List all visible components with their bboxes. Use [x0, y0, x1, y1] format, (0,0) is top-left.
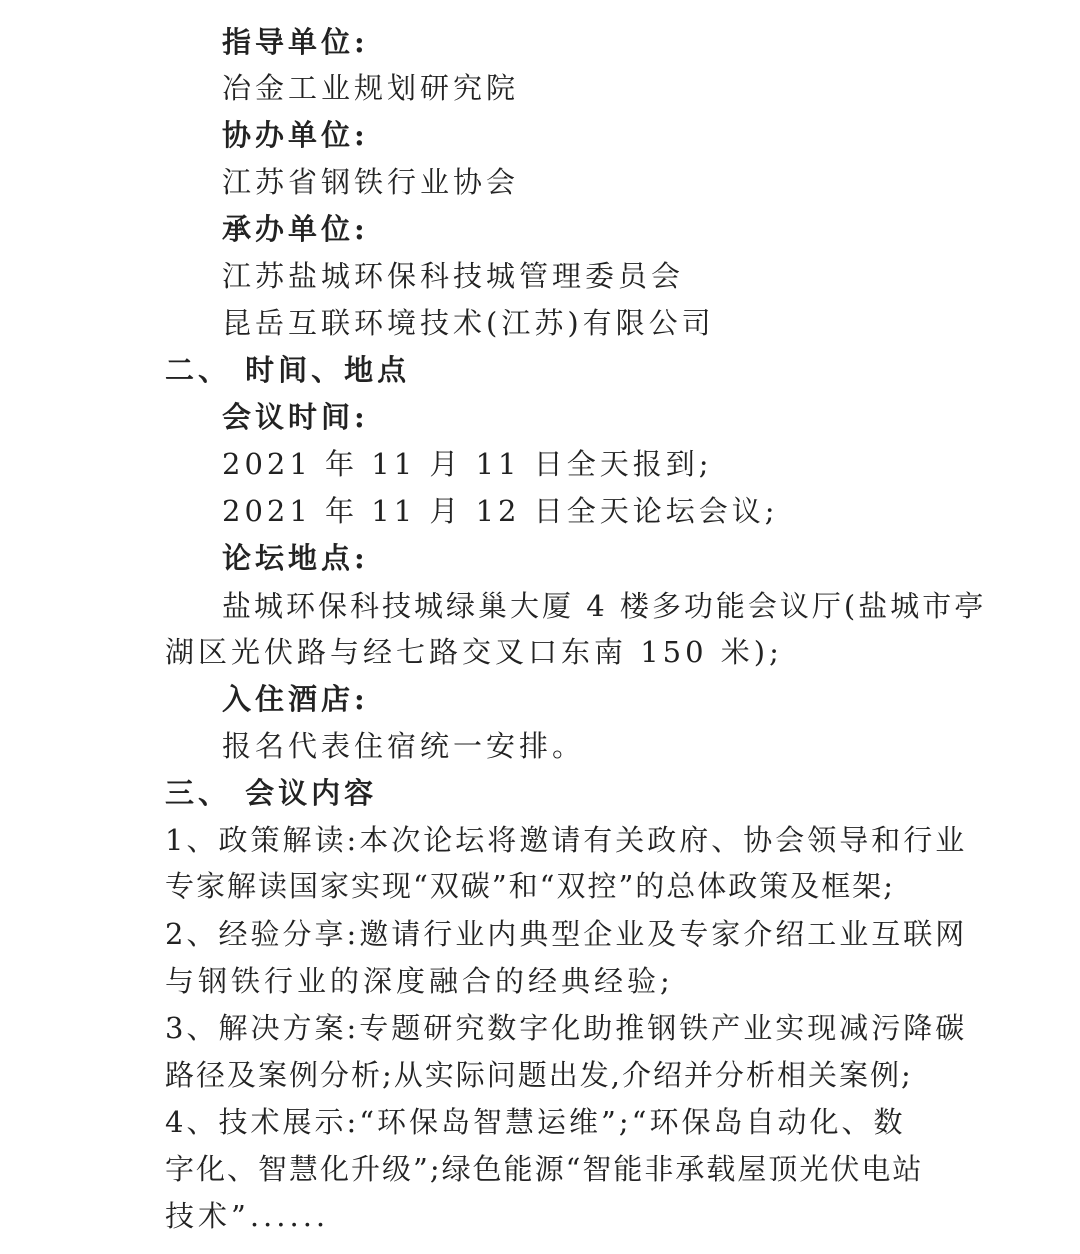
content-item-2-line-2: 与钢铁行业的深度融合的经典经验;	[165, 964, 674, 998]
meeting-time-line-2: 2021 年 11 月 12 日全天论坛会议;	[222, 494, 779, 528]
hotel-label: 入住酒店:	[222, 682, 369, 716]
co-organizer-value: 江苏省钢铁行业协会	[222, 165, 520, 199]
content-item-4-line-1: 4、技术展示:“环保岛智慧运维”;“环保岛自动化、数	[165, 1105, 906, 1139]
content-item-4-line-3: 技术”......	[165, 1199, 330, 1233]
content-item-1-line-2: 专家解读国家实现“双碳”和“双控”的总体政策及框架;	[165, 869, 896, 903]
content-item-4-line-2: 字化、智慧化升级”;绿色能源“智能非承载屋顶光伏电站	[165, 1152, 924, 1186]
host-unit-value-2: 昆岳互联环境技术(江苏)有限公司	[222, 306, 715, 340]
co-organizer-label: 协办单位:	[222, 118, 369, 152]
guide-unit-value: 冶金工业规划研究院	[222, 71, 520, 105]
venue-line-2: 湖区光伏路与经七路交叉口东南 150 米);	[165, 635, 783, 669]
meeting-time-label: 会议时间:	[222, 400, 369, 434]
host-unit-label: 承办单位:	[222, 212, 369, 246]
guide-unit-label: 指导单位:	[222, 25, 369, 59]
section-three-heading: 三、 会议内容	[165, 776, 378, 810]
hotel-value: 报名代表住宿统一安排。	[222, 729, 586, 763]
content-item-1-line-1: 1、政策解读:本次论坛将邀请有关政府、协会领导和行业	[165, 823, 968, 857]
venue-line-1: 盐城环保科技城绿巢大厦 4 楼多功能会议厅(盐城市亭	[222, 589, 987, 623]
content-item-3-line-2: 路径及案例分析;从实际问题出发,介绍并分析相关案例;	[165, 1058, 913, 1092]
content-item-2-line-1: 2、经验分享:邀请行业内典型企业及专家介绍工业互联网	[165, 917, 968, 951]
venue-label: 论坛地点:	[222, 541, 369, 575]
content-item-3-line-1: 3、解决方案:专题研究数字化助推钢铁产业实现减污降碳	[165, 1011, 968, 1045]
host-unit-value-1: 江苏盐城环保科技城管理委员会	[222, 259, 685, 293]
section-two-heading: 二、 时间、地点	[165, 353, 411, 387]
meeting-time-line-1: 2021 年 11 月 11 日全天报到;	[222, 447, 713, 481]
